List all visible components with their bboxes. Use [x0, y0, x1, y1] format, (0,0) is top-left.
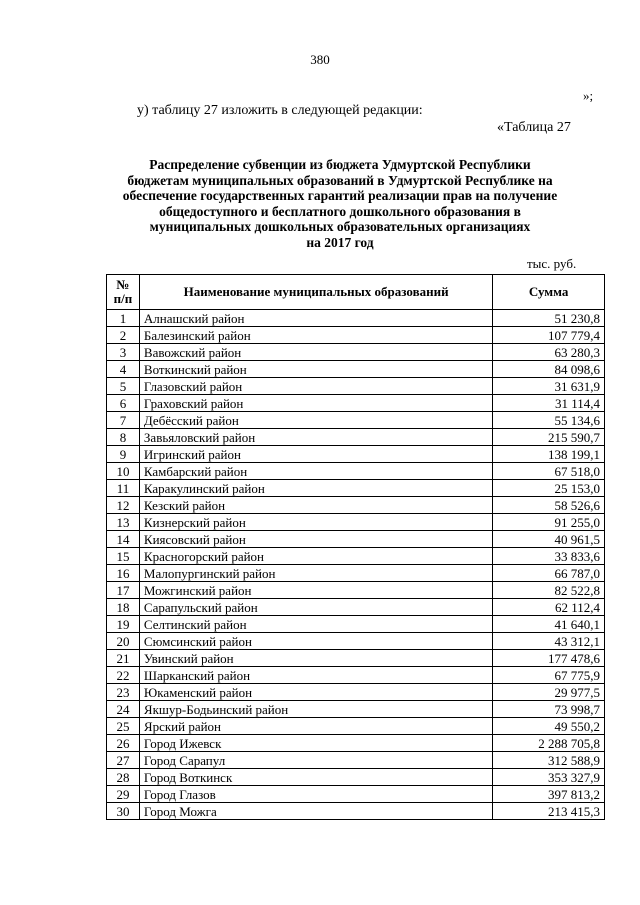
table-row	[107, 327, 605, 344]
subvention-sum: 31 114,4	[493, 395, 605, 412]
subvention-sum: 91 255,0	[493, 514, 605, 531]
subvention-sum: 40 961,5	[493, 531, 605, 548]
subvention-sum: 25 153,0	[493, 480, 605, 497]
title-line: Распределение субвенции из бюджета Удмуртской Республики	[149, 157, 531, 172]
municipality-name: Завьяловский район	[139, 429, 492, 446]
title-line: бюджетам муниципальных образований в Удмуртской Республике на	[127, 172, 553, 188]
subvention-table	[106, 274, 605, 820]
subvention-sum: 41 640,1	[493, 616, 605, 633]
row-number: 23	[107, 684, 140, 701]
municipality-name: Вавожский район	[139, 344, 492, 361]
title-line: обеспечение государственных гарантий реализации прав на получение	[122, 188, 558, 204]
table-row	[107, 531, 605, 548]
table-row	[107, 769, 605, 786]
municipality-name: Киясовский район	[139, 531, 492, 548]
table-row	[107, 752, 605, 769]
row-number: 21	[107, 650, 140, 667]
header-number-line1: №	[116, 277, 130, 292]
table-row	[107, 599, 605, 616]
subvention-sum: 62 112,4	[493, 599, 605, 616]
table-row	[107, 344, 605, 361]
table-row	[107, 650, 605, 667]
table-row	[107, 463, 605, 480]
row-number: 1	[107, 310, 140, 327]
row-number: 17	[107, 582, 140, 599]
table-row	[107, 548, 605, 565]
subvention-sum: 213 415,3	[493, 803, 605, 820]
row-number: 9	[107, 446, 140, 463]
row-number: 18	[107, 599, 140, 616]
subvention-sum: 33 833,6	[493, 548, 605, 565]
subvention-sum: 138 199,1	[493, 446, 605, 463]
header-number	[107, 275, 140, 310]
row-number: 16	[107, 565, 140, 582]
municipality-name: Сюмсинский район	[139, 633, 492, 650]
row-number: 25	[107, 718, 140, 735]
municipality-name: Граховский район	[139, 395, 492, 412]
table-row	[107, 310, 605, 327]
table-row	[107, 446, 605, 463]
subvention-sum: 215 590,7	[493, 429, 605, 446]
municipality-name: Можгинский район	[139, 582, 492, 599]
municipality-name: Селтинский район	[139, 616, 492, 633]
subvention-sum: 31 631,9	[493, 378, 605, 395]
subvention-sum: 67 518,0	[493, 463, 605, 480]
table-row	[107, 497, 605, 514]
subvention-sum: 63 280,3	[493, 344, 605, 361]
municipality-name: Город Можга	[139, 803, 492, 820]
title-line: на 2017 год	[306, 234, 374, 250]
municipality-name: Город Глазов	[139, 786, 492, 803]
table-title	[95, 157, 585, 251]
municipality-name: Малопургинский район	[139, 565, 492, 582]
municipality-name: Юкаменский район	[139, 684, 492, 701]
municipality-name: Каракулинский район	[139, 480, 492, 497]
row-number: 27	[107, 752, 140, 769]
row-number: 11	[107, 480, 140, 497]
subvention-sum: 82 522,8	[493, 582, 605, 599]
subvention-sum: 353 327,9	[493, 769, 605, 786]
municipality-name: Дебёсский район	[139, 412, 492, 429]
units-label: тыс. руб.	[527, 256, 577, 271]
header-sum: Сумма	[493, 275, 605, 310]
table-row	[107, 786, 605, 803]
row-number: 13	[107, 514, 140, 531]
municipality-name: Город Воткинск	[139, 769, 492, 786]
subvention-sum: 312 588,9	[493, 752, 605, 769]
municipality-name: Красногорский район	[139, 548, 492, 565]
title-line: общедоступного и бесплатного дошкольного образования в	[159, 203, 521, 219]
subvention-sum: 2 288 705,8	[493, 735, 605, 752]
table-row	[107, 361, 605, 378]
row-number: 12	[107, 497, 140, 514]
municipality-name: Увинский район	[139, 650, 492, 667]
row-number: 7	[107, 412, 140, 429]
row-number: 29	[107, 786, 140, 803]
table-row	[107, 803, 605, 820]
table-row	[107, 582, 605, 599]
table-row	[107, 514, 605, 531]
table-row	[107, 684, 605, 701]
municipality-name: Глазовский район	[139, 378, 492, 395]
municipality-name: Сарапульский район	[139, 599, 492, 616]
municipality-name: Город Сарапул	[139, 752, 492, 769]
table-row	[107, 735, 605, 752]
table-row	[107, 480, 605, 497]
municipality-name: Воткинский район	[139, 361, 492, 378]
row-number: 6	[107, 395, 140, 412]
subvention-sum: 43 312,1	[493, 633, 605, 650]
row-number: 8	[107, 429, 140, 446]
row-number: 4	[107, 361, 140, 378]
table-label: «Таблица 27	[497, 120, 571, 135]
page-number: 380	[310, 52, 330, 67]
municipality-name: Кезский район	[139, 497, 492, 514]
subvention-sum: 397 813,2	[493, 786, 605, 803]
row-number: 28	[107, 769, 140, 786]
table-row	[107, 395, 605, 412]
table-row	[107, 616, 605, 633]
subvention-sum: 73 998,7	[493, 701, 605, 718]
title-line: муниципальных дошкольных образовательных организациях	[149, 219, 531, 235]
row-number: 5	[107, 378, 140, 395]
subvention-sum: 66 787,0	[493, 565, 605, 582]
subvention-sum: 58 526,6	[493, 497, 605, 514]
subvention-sum: 67 775,9	[493, 667, 605, 684]
row-number: 10	[107, 463, 140, 480]
table-row	[107, 429, 605, 446]
row-number: 26	[107, 735, 140, 752]
table-row	[107, 412, 605, 429]
subvention-sum: 51 230,8	[493, 310, 605, 327]
table-row	[107, 667, 605, 684]
municipality-name: Кизнерский район	[139, 514, 492, 531]
row-number: 20	[107, 633, 140, 650]
municipality-name: Камбарский район	[139, 463, 492, 480]
municipality-name: Шарканский район	[139, 667, 492, 684]
subvention-sum: 107 779,4	[493, 327, 605, 344]
header-number-line2: п/п	[113, 291, 133, 306]
row-number: 22	[107, 667, 140, 684]
table-row	[107, 633, 605, 650]
table-row	[107, 701, 605, 718]
subvention-sum: 49 550,2	[493, 718, 605, 735]
row-number: 14	[107, 531, 140, 548]
table-header-row	[107, 275, 605, 310]
row-number: 24	[107, 701, 140, 718]
subvention-sum: 177 478,6	[493, 650, 605, 667]
municipality-name: Игринский район	[139, 446, 492, 463]
municipality-name: Ярский район	[139, 718, 492, 735]
row-number: 2	[107, 327, 140, 344]
table-row	[107, 718, 605, 735]
subvention-sum: 55 134,6	[493, 412, 605, 429]
header-name: Наименование муниципальных образований	[139, 275, 492, 310]
row-number: 15	[107, 548, 140, 565]
municipality-name: Алнашский район	[139, 310, 492, 327]
municipality-name: Город Ижевск	[139, 735, 492, 752]
subvention-sum: 29 977,5	[493, 684, 605, 701]
table-row	[107, 565, 605, 582]
row-number: 3	[107, 344, 140, 361]
row-number: 19	[107, 616, 140, 633]
table-row	[107, 378, 605, 395]
municipality-name: Балезинский район	[139, 327, 492, 344]
subvention-sum: 84 098,6	[493, 361, 605, 378]
previous-section-end: »;	[583, 88, 594, 103]
row-number: 30	[107, 803, 140, 820]
municipality-name: Якшур-Бодьинский район	[139, 701, 492, 718]
amendment-instruction: у) таблицу 27 изложить в следующей редакции:	[137, 103, 423, 118]
